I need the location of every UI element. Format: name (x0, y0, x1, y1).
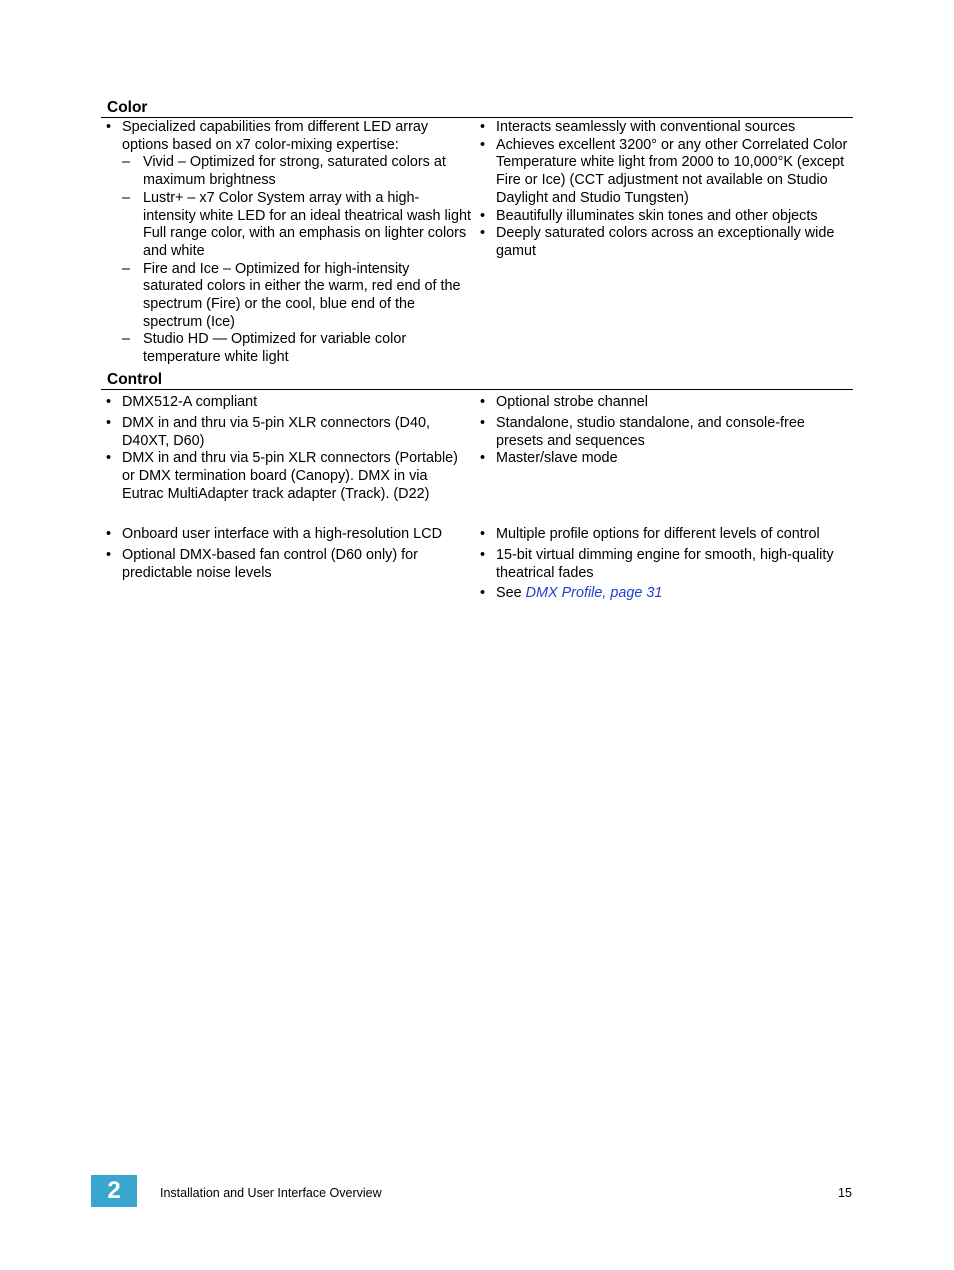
item-text: Onboard user interface with a high-resolution LCD (122, 526, 442, 542)
list-item (101, 119, 471, 367)
item-text: Standalone, studio standalone, and console-free presets and sequences (496, 415, 805, 449)
bullet-icon: • (480, 225, 486, 242)
list-item (101, 450, 471, 503)
list-item (475, 585, 853, 603)
bullet-icon: • (480, 547, 486, 563)
item-text: DMX in and thru via 5-pin XLR connectors (D40, D40XT, D60) (122, 415, 430, 449)
dash-icon: – (122, 154, 131, 171)
bullet-icon: • (106, 526, 112, 542)
sub-item-text: Lustr+ – x7 Color System array with a high-intensity white LED for an ideal theatrical wash light (143, 189, 471, 224)
bullet-icon: • (480, 119, 486, 135)
bullet-icon: • (106, 119, 112, 135)
sub-item (122, 190, 471, 261)
footer-chapter-title: Installation and User Interface Overview (160, 1186, 382, 1200)
bullet-icon: • (480, 394, 486, 410)
item-text: Interacts seamlessly with conventional sources (496, 119, 796, 135)
color-left-column (101, 119, 471, 367)
item-text: Optional strobe channel (496, 394, 649, 410)
sub-item-text: Vivid – Optimized for strong, saturated colors at maximum brightness (143, 154, 446, 189)
list-item (475, 450, 853, 468)
sub-item (122, 331, 471, 366)
bullet-icon: • (480, 585, 486, 602)
sub-item (122, 261, 471, 332)
list-item (475, 119, 853, 137)
list-item (475, 415, 853, 450)
list-item (475, 547, 853, 582)
list-item (101, 547, 471, 582)
color-right-column (475, 119, 853, 261)
item-text: DMX in and thru via 5-pin XLR connectors (Portable) or DMX termination board (Canopy). DMX in via Eutrac MultiAdapter track adapter (Track). (D22) (122, 450, 458, 502)
item-text: DMX512-A compliant (122, 394, 258, 410)
bullet-icon: • (106, 547, 112, 563)
item-text: Optional DMX-based fan control (D60 only) for predictable noise levels (122, 547, 418, 581)
color-section (101, 98, 853, 366)
dmx-profile-link[interactable]: DMX Profile, page 31 (525, 585, 663, 602)
list-item (475, 526, 853, 544)
bullet-icon: • (480, 136, 486, 153)
bullet-icon: • (106, 415, 112, 431)
item-text: See (496, 585, 526, 602)
list-item (101, 394, 471, 412)
dash-icon: – (122, 189, 131, 206)
item-text: 15-bit virtual dimming engine for smooth, high-quality theatrical fades (496, 547, 834, 581)
page-number: 15 (838, 1186, 852, 1200)
bullet-icon: • (480, 415, 486, 431)
list-item (475, 137, 853, 208)
control-section (101, 370, 853, 602)
color-heading: Color (101, 98, 853, 118)
bullet-icon: • (480, 526, 486, 542)
list-item (475, 394, 853, 412)
bullet-icon: • (480, 207, 486, 224)
dash-icon: – (122, 331, 131, 348)
control-heading: Control (101, 370, 853, 390)
item-text: Achieves excellent 3200° or any other Correlated Color Temperature white light from 2000 to 10,000°K (except Fire or Ice) (CCT adjustment not available on Studio Daylight and Studio Tungsten) (496, 136, 848, 206)
list-item (475, 208, 853, 226)
sub-item-text: Studio HD — Optimized for variable color temperature white light (143, 331, 407, 366)
chapter-number-badge: 2 (91, 1175, 137, 1207)
list-item (101, 415, 471, 450)
bullet-icon: • (106, 394, 112, 410)
item-text: Deeply saturated colors across an exceptionally wide gamut (496, 225, 835, 259)
bullet-icon: • (106, 450, 112, 467)
item-text: Multiple profile options for different levels of control (496, 526, 820, 542)
sub-item-continuation: Full range color, with an emphasis on lighter colors and white (143, 225, 467, 259)
dash-icon: – (122, 260, 131, 277)
list-item (101, 526, 471, 544)
sub-item-text: Fire and Ice – Optimized for high-intensity saturated colors in either the warm, red end of the spectrum (Fire) or the cool, blue end of the spectrum (Ice) (143, 260, 461, 330)
item-text: Specialized capabilities from different LED array options based on x7 color-mixing expertise: (122, 119, 429, 153)
bullet-icon: • (480, 450, 486, 467)
sub-item (122, 154, 471, 189)
item-text: Beautifully illuminates skin tones and other objects (496, 207, 818, 224)
item-text: Master/slave mode (496, 450, 618, 467)
list-item (475, 225, 853, 260)
